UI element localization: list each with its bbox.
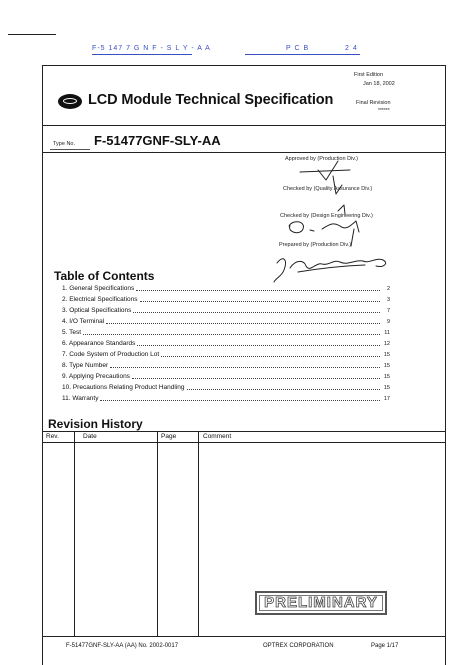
toc-item[interactable] bbox=[62, 295, 390, 305]
signature-prepared bbox=[274, 259, 285, 282]
toc-item-page: 3 bbox=[386, 297, 390, 303]
toc-leader bbox=[83, 328, 380, 335]
revision-history-title: Revision History bbox=[48, 417, 143, 431]
toc-item-page: 15 bbox=[383, 385, 390, 391]
toc-item-page: 17 bbox=[383, 396, 390, 402]
toc-item-label: 3. Optical Specifications bbox=[62, 307, 132, 314]
toc-title: Table of Contents bbox=[54, 269, 155, 283]
revision-table-header-border bbox=[42, 442, 446, 443]
revision-table-top-border bbox=[42, 431, 446, 432]
toc-leader bbox=[106, 317, 380, 324]
toc-item[interactable] bbox=[62, 317, 390, 327]
signature-checked-design bbox=[289, 222, 303, 233]
revision-col-date: Date bbox=[83, 433, 97, 440]
toc-item-label: 10. Precautions Relating Product Handling bbox=[62, 384, 185, 391]
final-revision-label: Final Revision bbox=[356, 100, 391, 106]
toc-item-page: 15 bbox=[383, 352, 390, 358]
toc-item-page: 2 bbox=[386, 286, 390, 292]
first-edition-date: Jan 18, 2002 bbox=[363, 81, 395, 87]
toc-item[interactable] bbox=[62, 306, 390, 316]
toc-item[interactable] bbox=[62, 350, 390, 360]
toc-item-page: 15 bbox=[383, 374, 390, 380]
document-title: LCD Module Technical Specification bbox=[88, 92, 334, 108]
toc-item-label: 9. Applying Precautions bbox=[62, 373, 130, 380]
revision-col-divider bbox=[157, 431, 158, 636]
pcb-page-link[interactable]: 2 4 bbox=[345, 45, 358, 52]
toc-item-label: 1. General Specifications bbox=[62, 285, 135, 292]
toc-item[interactable] bbox=[62, 372, 390, 382]
revision-col-comment: Comment bbox=[203, 433, 232, 440]
toc-leader bbox=[100, 394, 380, 401]
checked-quality-label: Checked by (Quality Assurance Div.) bbox=[283, 186, 373, 192]
part-number-link[interactable]: F-5 147 7 G N F - S L Y - A A bbox=[92, 45, 211, 52]
footer-separator bbox=[42, 636, 446, 637]
toc-item[interactable] bbox=[62, 394, 390, 404]
final-revision-value: ****** bbox=[378, 108, 390, 114]
toc-item-page: 15 bbox=[383, 363, 390, 369]
revision-col-divider bbox=[74, 431, 75, 636]
toc-leader bbox=[133, 306, 380, 313]
revision-col-rev: Rev. bbox=[46, 433, 59, 440]
toc-item[interactable] bbox=[62, 284, 390, 294]
toc-leader bbox=[136, 284, 380, 291]
toc-leader bbox=[161, 350, 380, 357]
toc-item-label: 2. Electrical Specifications bbox=[62, 296, 138, 303]
footer-page: Page 1/17 bbox=[371, 643, 399, 649]
type-number-label: Type No. bbox=[53, 141, 76, 147]
toc-item-label: 8. Type Number bbox=[62, 362, 109, 369]
toc-leader bbox=[132, 372, 380, 379]
toc-item-label: 7. Code System of Production Lot bbox=[62, 351, 160, 358]
toc-item-page: 12 bbox=[383, 341, 390, 347]
toc-leader bbox=[137, 339, 380, 346]
toc-leader bbox=[187, 383, 381, 390]
pcb-link[interactable]: P C B bbox=[286, 45, 310, 52]
toc-leader bbox=[140, 295, 380, 302]
toc-item[interactable] bbox=[62, 361, 390, 371]
footer-company: OPTREX CORPORATION bbox=[263, 643, 334, 649]
checked-design-label: Checked by (Design Engineering Div.) bbox=[280, 213, 373, 219]
prepared-by-label: Prepared by (Production Div.) bbox=[279, 242, 352, 248]
preliminary-stamp-text: PRELIMINARY bbox=[264, 594, 378, 611]
toc-item-label: 11. Warranty bbox=[62, 395, 99, 402]
toc-item[interactable] bbox=[62, 339, 390, 349]
toc-item-page: 7 bbox=[386, 308, 390, 314]
type-number-value: F-51477GNF-SLY-AA bbox=[94, 133, 221, 148]
first-edition-label: First Edition bbox=[354, 72, 384, 78]
toc-item-label: 5. Test bbox=[62, 329, 82, 336]
toc-item-label: 6. Appearance Standards bbox=[62, 340, 136, 347]
revision-col-divider bbox=[198, 431, 199, 636]
signature-checked-quality bbox=[333, 176, 342, 194]
footer-doc-number: F-51477GNF-SLY-AA (AA) No. 2002-0017 bbox=[66, 643, 179, 649]
toc-item-page: 11 bbox=[384, 330, 390, 336]
toc-item[interactable] bbox=[62, 328, 390, 338]
toc-leader bbox=[110, 361, 380, 368]
toc-item-page: 9 bbox=[386, 319, 390, 325]
toc-item-label: 4. I/O Terminal bbox=[62, 318, 105, 325]
revision-col-page: Page bbox=[161, 433, 177, 440]
approved-by-label: Approved by (Production Div.) bbox=[285, 156, 358, 162]
toc-item[interactable] bbox=[62, 383, 390, 393]
preliminary-stamp bbox=[255, 591, 387, 615]
